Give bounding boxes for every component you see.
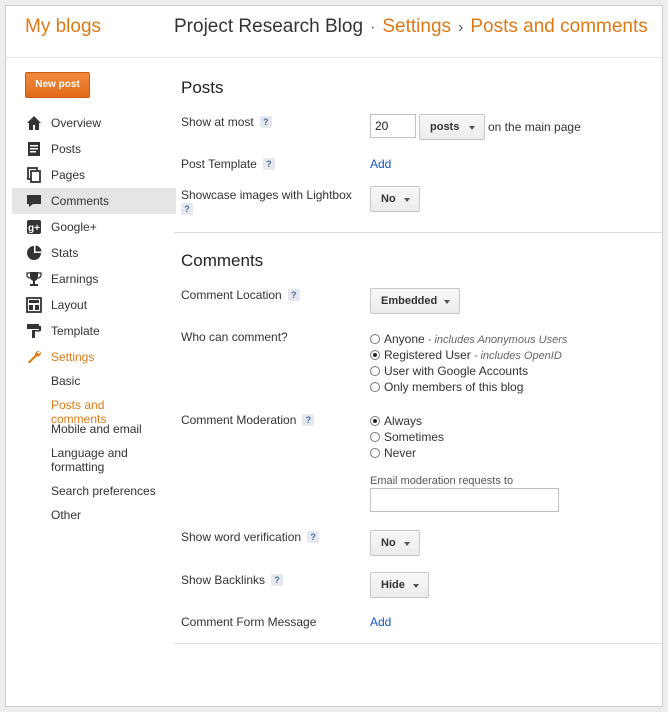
header: [6, 6, 662, 58]
posts-count-input[interactable]: 20: [370, 114, 416, 138]
breadcrumb-separator: ·: [370, 19, 376, 36]
option-note: - includes OpenID: [470, 350, 562, 362]
who-can-comment-label: Who can comment?: [181, 330, 288, 344]
comment-location-text: Comment Location: [181, 288, 282, 302]
settings-main: [174, 58, 663, 707]
sidebar-item-overview[interactable]: [12, 110, 176, 136]
radio-button[interactable]: [370, 334, 380, 344]
help-icon[interactable]: ?: [302, 414, 314, 426]
option-label: Sometimes: [384, 430, 445, 444]
sidebar-item-label: Pages: [51, 168, 86, 182]
post-template-add-link[interactable]: Add: [370, 157, 392, 171]
blog-name[interactable]: Project Research Blog: [174, 16, 364, 37]
radio-label: [384, 332, 567, 346]
post-template-text: Post Template: [181, 157, 257, 171]
settings-sub-language-and-formatting[interactable]: Language and formatting: [51, 446, 128, 474]
option-label: Registered User: [384, 348, 471, 362]
app-window: [5, 5, 663, 707]
sidebar-item-label: Earnings: [51, 272, 99, 286]
help-icon[interactable]: ?: [288, 289, 300, 301]
sidebar-item-posts[interactable]: [12, 136, 176, 162]
email-moderation-label: Email moderation requests to: [370, 475, 514, 487]
comment-moderation-label: [181, 413, 314, 427]
layout-icon: [26, 297, 42, 313]
word-verification-dropdown[interactable]: [370, 530, 420, 556]
show-at-most-text: Show at most: [181, 115, 254, 129]
stats-icon: [26, 245, 42, 261]
post-template-label: [181, 157, 275, 171]
sidebar-item-label: Stats: [51, 246, 79, 260]
posts-unit-value: posts: [430, 121, 460, 133]
breadcrumb-separator: ›: [458, 19, 464, 36]
chevron-down-icon: [404, 198, 410, 202]
sidebar-item-label: Template: [51, 324, 100, 338]
help-icon[interactable]: ?: [307, 531, 319, 543]
settings-sub-basic[interactable]: Basic: [51, 374, 81, 388]
section-divider: [174, 643, 663, 644]
sidebar-item-earnings[interactable]: [12, 266, 176, 292]
radio-button[interactable]: [370, 432, 380, 442]
radio-button[interactable]: [370, 448, 380, 458]
settings-sub-other[interactable]: Other: [51, 508, 82, 522]
comment-location-label: [181, 288, 300, 302]
sidebar-item-label: Posts: [51, 142, 82, 156]
svg-text:g+: g+: [28, 223, 40, 234]
comment-location-value: Embedded: [381, 295, 438, 307]
wrench-icon: [26, 349, 42, 365]
new-post-button[interactable]: New post: [25, 72, 90, 98]
show-at-most-label: [181, 115, 272, 129]
comment-location-dropdown[interactable]: [370, 288, 460, 314]
sidebar-item-comments[interactable]: [12, 188, 176, 214]
my-blogs-link[interactable]: My blogs: [25, 16, 102, 37]
settings-sub-posts-and-comments[interactable]: Posts and comments: [51, 398, 107, 426]
word-verification-label: [181, 530, 319, 544]
sidebar-item-label: Comments: [51, 194, 110, 208]
sidebar-item-settings[interactable]: [12, 344, 176, 370]
home-icon: [26, 115, 42, 131]
lightbox-label: Showcase images with Lightbox: [181, 188, 352, 202]
comment-moderation-text: Comment Moderation: [181, 413, 297, 427]
sidebar-item-layout[interactable]: [12, 292, 176, 318]
section-divider: [174, 232, 663, 233]
comment-form-message-label: Comment Form Message: [181, 615, 317, 629]
lightbox-dropdown[interactable]: [370, 186, 420, 212]
comments-icon: [26, 193, 42, 209]
radio-button[interactable]: [370, 350, 380, 360]
sidebar-item-label: Settings: [51, 350, 95, 364]
chevron-down-icon: [413, 584, 419, 588]
option-label: User with Google Accounts: [384, 364, 529, 378]
option-label: Anyone: [384, 332, 425, 346]
sidebar-item-label: Layout: [51, 298, 88, 312]
chevron-down-icon: [469, 126, 475, 130]
trophy-icon: [26, 271, 42, 287]
help-icon[interactable]: ?: [263, 158, 275, 170]
help-icon[interactable]: ?: [271, 574, 283, 586]
backlinks-text: Show Backlinks: [181, 573, 266, 587]
sidebar-item-label: Overview: [51, 116, 102, 130]
backlinks-dropdown[interactable]: [370, 572, 429, 598]
breadcrumb-settings[interactable]: Settings: [382, 16, 452, 37]
posts-icon: [26, 141, 42, 157]
word-verification-text: Show word verification: [181, 530, 302, 544]
posts-section-title: Posts: [181, 78, 224, 97]
sidebar-item-template[interactable]: [12, 318, 176, 344]
comments-section-title: Comments: [181, 251, 264, 270]
option-note: - includes Anonymous Users: [424, 334, 568, 346]
radio-label: [384, 348, 562, 362]
settings-sub-mobile-and-email[interactable]: Mobile and email: [51, 422, 142, 436]
option-label: Always: [384, 414, 423, 428]
sidebar-item-google-plus[interactable]: [12, 214, 176, 240]
on-main-page-text: on the main page: [488, 120, 581, 134]
settings-sub-search-preferences[interactable]: Search preferences: [51, 484, 156, 498]
option-label: Never: [384, 446, 417, 460]
sidebar-item-pages[interactable]: [12, 162, 176, 188]
sidebar: [6, 58, 174, 707]
google-plus-icon: [26, 219, 42, 235]
help-icon[interactable]: ?: [260, 116, 272, 128]
radio-button[interactable]: [370, 382, 380, 392]
chevron-down-icon: [444, 300, 450, 304]
option-label: Only members of this blog: [384, 380, 524, 394]
backlinks-label: [181, 573, 283, 587]
breadcrumb-posts-and-comments: Posts and comments: [470, 16, 648, 37]
breadcrumb: [174, 16, 648, 38]
email-moderation-input[interactable]: [370, 488, 559, 512]
comment-form-message-add-link[interactable]: Add: [370, 615, 392, 629]
pages-icon: [26, 167, 42, 183]
sidebar-item-label: Google+: [51, 220, 97, 234]
radio-button[interactable]: [370, 416, 380, 426]
radio-button[interactable]: [370, 366, 380, 376]
backlinks-value: Hide: [381, 579, 405, 591]
sidebar-item-stats[interactable]: [12, 240, 176, 266]
chevron-down-icon: [404, 542, 410, 546]
help-icon[interactable]: ?: [181, 203, 193, 215]
word-verification-value: No: [381, 537, 396, 549]
template-icon: [26, 323, 42, 339]
lightbox-value: No: [381, 193, 396, 205]
posts-unit-dropdown[interactable]: [419, 114, 485, 140]
